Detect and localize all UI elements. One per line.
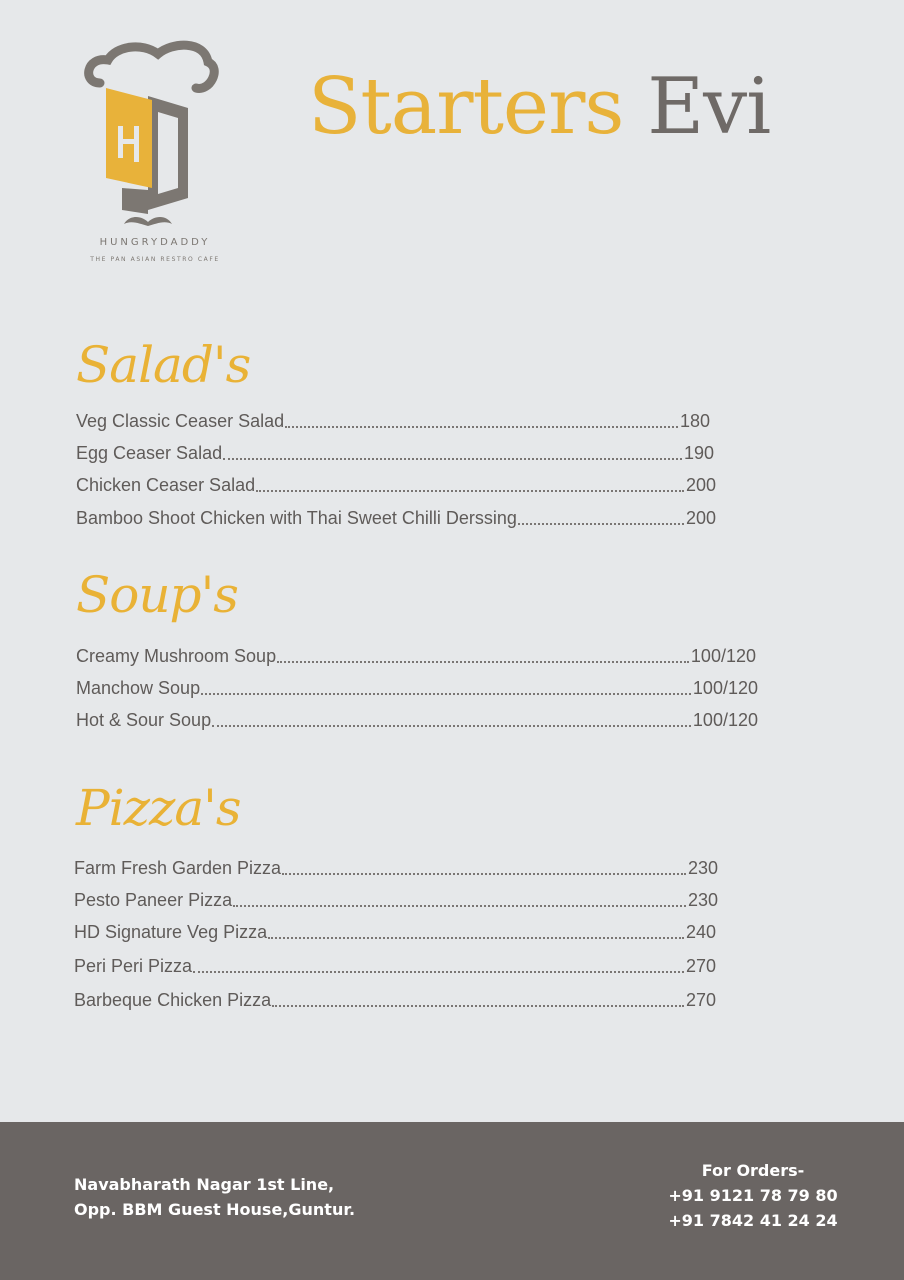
- menu-item-name: Hot & Sour Soup: [76, 710, 212, 730]
- menu-item-name: Pesto Paneer Pizza: [74, 890, 233, 910]
- menu-item-price: 230: [687, 890, 718, 910]
- menu-item-price: 100/120: [690, 646, 756, 666]
- menu-item-name: Manchow Soup: [76, 678, 201, 698]
- page-title-part2: Evi: [647, 62, 771, 152]
- section-title-pizzas: Pizza's: [76, 779, 241, 837]
- dotted-leader: [223, 458, 682, 460]
- menu-item: [74, 889, 718, 911]
- page-title-part1: Starters: [308, 62, 624, 152]
- menu-item: [74, 857, 718, 879]
- dotted-leader: [277, 661, 689, 663]
- page-title: [308, 62, 771, 152]
- menu-item-price: 240: [685, 922, 716, 942]
- menu-item: [76, 645, 756, 667]
- phone-number-2: +91 7842 41 24 24: [668, 1211, 838, 1230]
- menu-item-name: Creamy Mushroom Soup: [76, 646, 277, 666]
- dotted-leader: [518, 523, 684, 525]
- dotted-leader: [256, 490, 684, 492]
- dotted-leader: [201, 693, 691, 695]
- brand-name: HUNGRYDADDY: [99, 237, 211, 248]
- chef-hat-logo-icon: [72, 38, 242, 238]
- dotted-leader: [193, 971, 684, 973]
- footer-orders: [640, 1158, 866, 1233]
- menu-item-name: Bamboo Shoot Chicken with Thai Sweet Chilli Derssing: [76, 508, 517, 528]
- orders-label: For Orders-: [701, 1161, 805, 1180]
- brand-tagline: THE PAN ASIAN RESTRO CAFE: [90, 256, 220, 263]
- phone-number-1: +91 9121 78 79 80: [668, 1186, 838, 1205]
- dotted-leader: [212, 725, 691, 727]
- menu-item: [74, 921, 716, 943]
- menu-item-price: 180: [679, 411, 710, 431]
- dotted-leader: [268, 937, 684, 939]
- menu-item: [74, 989, 716, 1011]
- dotted-leader: [282, 873, 686, 875]
- menu-item-name: HD Signature Veg Pizza: [74, 922, 268, 942]
- menu-item: [76, 442, 714, 464]
- menu-item: [74, 955, 716, 977]
- menu-item: [76, 677, 758, 699]
- section-title-soups: Soup's: [76, 566, 238, 624]
- footer-address: [74, 1172, 355, 1222]
- dotted-leader: [285, 426, 678, 428]
- menu-item-name: Barbeque Chicken Pizza: [74, 990, 272, 1010]
- address-line-1: Navabharath Nagar 1st Line,: [74, 1175, 335, 1194]
- menu-item-price: 100/120: [692, 678, 758, 698]
- menu-item-price: 270: [685, 956, 716, 976]
- menu-item: [76, 474, 716, 496]
- menu-item-name: Farm Fresh Garden Pizza: [74, 858, 282, 878]
- address-line-2: Opp. BBM Guest House,Guntur.: [74, 1200, 356, 1219]
- dotted-leader: [233, 905, 686, 907]
- menu-item: [76, 410, 710, 432]
- menu-item-price: 200: [685, 475, 716, 495]
- brand-logo: [72, 38, 242, 270]
- menu-item-price: 270: [685, 990, 716, 1010]
- section-title-salads: Salad's: [76, 336, 251, 394]
- footer: [0, 1122, 904, 1280]
- menu-item: [76, 507, 716, 529]
- menu-item: [76, 709, 758, 731]
- menu-item-name: Veg Classic Ceaser Salad: [76, 411, 285, 431]
- menu-item-price: 190: [683, 443, 714, 463]
- dotted-leader: [272, 1005, 684, 1007]
- menu-item-name: Peri Peri Pizza: [74, 956, 193, 976]
- menu-item-price: 100/120: [692, 710, 758, 730]
- menu-item-price: 230: [687, 858, 718, 878]
- menu-item-price: 200: [685, 508, 716, 528]
- menu-item-name: Chicken Ceaser Salad: [76, 475, 256, 495]
- menu-item-name: Egg Ceaser Salad: [76, 443, 223, 463]
